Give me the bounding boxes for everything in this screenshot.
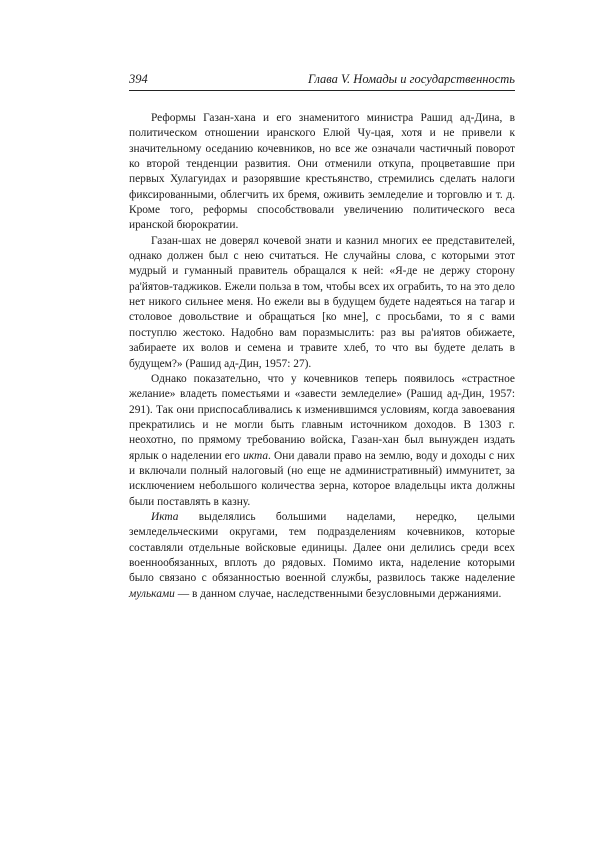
running-header — [129, 70, 515, 91]
paragraph-4-text-middle: выделялись большими наделами, нередко, целыми земледельческими округами, тем подразделениям кочевников, которые составляли отдельные войсковые единицы. Далее они делились среди всех военнообязанных, вплоть до рядовых. Помимо икта, наделение которыми было связано с обязанностью военной службы, развилось также наделение — [129, 510, 515, 585]
page-number: 394 — [129, 72, 148, 86]
paragraph-3-text-before: Однако показательно, что у кочевников теперь появилось «страстное желание» владеть поместьями и «завести земледелие» (Рашид ад-Дин, 1957: 291). Так они приспосабливались к изменившимся условиям, когда завоевания прекратились и не могли быть главным источником доходов. В 1303 г. неохотно, по прямому требованию войска, Газан-хан был вынужден издать ярлык о наделении его — [129, 372, 515, 462]
paragraph-3 — [129, 372, 515, 510]
paragraph-3-italic-term: икта — [243, 449, 269, 462]
chapter-title: Глава V. Номады и государственность — [308, 72, 515, 86]
paragraph-4-text-end: — в данном случае, наследственными безусловными держаниями. — [174, 587, 502, 600]
paragraph-4-italic-term: мульками — [129, 587, 175, 600]
paragraph-3-text-after: . Они давали право на землю, воду и доходы с них и включали полный налоговый (но еще не административный) иммунитет, за исключением небольшого количества зерна, которое владельцы икта должны были поставлять в казну. — [129, 449, 515, 508]
paragraph-2 — [129, 234, 515, 372]
paragraph-4 — [129, 510, 515, 602]
paragraph-1 — [129, 111, 515, 234]
body-text — [129, 111, 515, 602]
paragraph-4-italic-start: Икта — [151, 510, 179, 523]
paragraph-1-text: Реформы Газан-хана и его знаменитого министра Рашид ад-Дина, в политическом отношении иранского Елюй Чу-цая, хотя и не привели к значительному оседанию кочевников, но все же означали частичный поворот ко второй тенденции развития. Они отменили откупа, процветавшие при первых Хулагуидах и разорявшие крестьянство, стремились сделать налоги фиксированными, облегчить их бремя, оживить земледелие и торговлю и т. д. Кроме того, реформы способствовали увеличению политического веса иранской бюрократии. — [129, 112, 515, 232]
paragraph-2-text: Газан-шах не доверял кочевой знати и казнил многих ее представителей, однако должен был с нею считаться. Не случайны слова, с которыми этот мудрый и гуманный правитель обращался к ней: «Я-де не держу сторону ра'йятов-таджиков. Ежели польза в том, чтобы всех их ограбить, то на это дело нет никого сильнее меня. Но ежели вы в будущем будете надеяться на тагар и столовое довольствие и обращаться [ко мне], с просьбами, то я с вами поступлю жестоко. Надобно вам поразмыслить: раз вы ра'иятов обижаете, забираете их волов и семена и травите хлеб, то что вы будете делать в будущем?» (Рашид ад-Дин, 1957: 27). — [129, 234, 515, 370]
